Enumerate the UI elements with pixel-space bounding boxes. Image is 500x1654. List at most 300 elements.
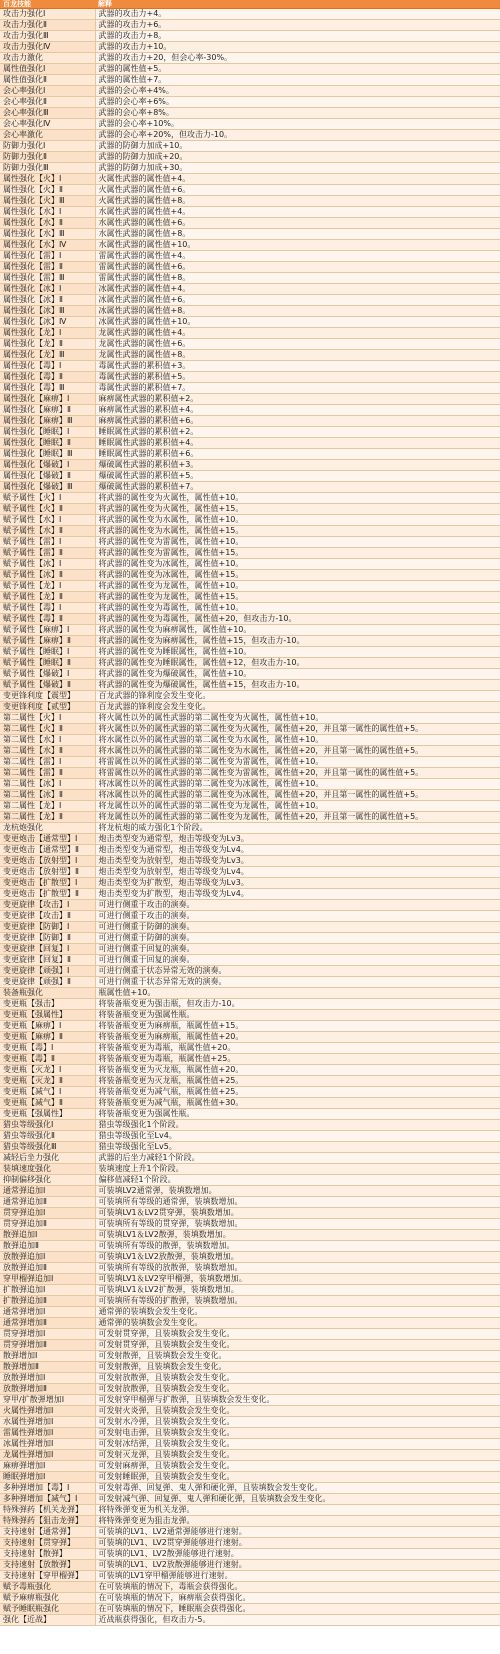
- skill-description-cell: 武器的属性值+7。: [95, 75, 500, 86]
- table-row: [0, 977, 500, 988]
- skill-description-cell: 可发射减气弹、回复弹、鬼人弹和硬化弹，且装填数会发生变化。: [95, 1494, 500, 1505]
- skill-name-cell: 赋予属性【雷】Ⅱ: [0, 548, 95, 559]
- skill-description-cell: 爆破属性武器的累积值+3。: [95, 460, 500, 471]
- skill-description-cell: 在可装填瓶的情况下，睡眠瓶会获得强化。: [95, 1604, 500, 1615]
- skill-description-cell: 将火属性以外的属性武器的第二属性变为火属性，属性值+10。: [95, 713, 500, 724]
- skill-description-cell: 将冰属性以外的属性武器的第二属性变为冰属性，属性值+10。: [95, 779, 500, 790]
- skill-name-cell: 属性强化【火】Ⅲ: [0, 196, 95, 207]
- skill-name-cell: 第二属性【冰】Ⅱ: [0, 790, 95, 801]
- table-row: [0, 152, 500, 163]
- table-row: [0, 1131, 500, 1142]
- skill-description-cell: 将武器的属性变为爆破属性，属性值+10。: [95, 669, 500, 680]
- skill-name-cell: 属性强化【雷】Ⅲ: [0, 273, 95, 284]
- table-row: [0, 548, 500, 559]
- table-row: [0, 482, 500, 493]
- skill-name-cell: 支持速射【穿甲榴弹】: [0, 1571, 95, 1582]
- skill-description-cell: 武器的会心率+8%。: [95, 108, 500, 119]
- table-row: [0, 1604, 500, 1615]
- table-row: [0, 163, 500, 174]
- table-row: [0, 1516, 500, 1527]
- skill-name-cell: 散弹增加Ⅰ: [0, 1351, 95, 1362]
- table-row: [0, 779, 500, 790]
- skill-description-cell: 可装填LV1＆LV2贯穿弹，装填数增加。: [95, 1208, 500, 1219]
- skill-description-cell: 水属性武器的属性值+6。: [95, 218, 500, 229]
- table-row: [0, 53, 500, 64]
- skill-name-cell: 属性强化【麻痹】Ⅰ: [0, 394, 95, 405]
- skill-name-cell: 赋予属性【龙】Ⅰ: [0, 581, 95, 592]
- skill-name-cell: 麻痹弹增加Ⅰ: [0, 1461, 95, 1472]
- skill-name-cell: 多种弹增加【毒】Ⅰ: [0, 1483, 95, 1494]
- skill-name-cell: 属性强化【水】Ⅰ: [0, 207, 95, 218]
- table-row: [0, 515, 500, 526]
- table-row: [0, 1472, 500, 1483]
- skill-description-cell: 冰属性武器的属性值+8。: [95, 306, 500, 317]
- table-row: [0, 1054, 500, 1065]
- skill-description-cell: 睡眠属性武器的累积值+2。: [95, 427, 500, 438]
- skill-name-cell: 第二属性【雷】Ⅰ: [0, 757, 95, 768]
- table-row: [0, 1461, 500, 1472]
- skill-description-cell: 武器的会心率+4%。: [95, 86, 500, 97]
- skill-description-cell: 冰属性武器的属性值+4。: [95, 284, 500, 295]
- table-row: [0, 1208, 500, 1219]
- table-row: [0, 207, 500, 218]
- table-row: [0, 1087, 500, 1098]
- skill-description-cell: 在可装填瓶的情况下，麻痹瓶会获得强化。: [95, 1593, 500, 1604]
- table-row: [0, 1406, 500, 1417]
- skill-description-cell: 将武器的属性变为麻痹属性，属性值+15，但攻击力-10。: [95, 636, 500, 647]
- skill-description-cell: 雷属性武器的属性值+6。: [95, 262, 500, 273]
- skill-description-cell: 将武器的属性变为冰属性，属性值+10。: [95, 559, 500, 570]
- skill-description-cell: 武器的防御力加成+20。: [95, 152, 500, 163]
- table-row: [0, 1340, 500, 1351]
- skill-name-cell: 变更旋律【防御】Ⅰ: [0, 922, 95, 933]
- skill-name-cell: 属性强化【爆破】Ⅲ: [0, 482, 95, 493]
- skill-description-cell: 可发射散弹，且装填数会发生变化。: [95, 1362, 500, 1373]
- skill-description-cell: 将武器的属性变为火属性，属性值+10。: [95, 493, 500, 504]
- skill-name-cell: 变更瓶【麻痹】Ⅱ: [0, 1032, 95, 1043]
- skill-description-cell: 可装填LV2通常弹，装填数增加。: [95, 1186, 500, 1197]
- table-row: [0, 1329, 500, 1340]
- skill-description-cell: 可装填所有等级的贯穿弹，装填数增加。: [95, 1219, 500, 1230]
- skill-name-cell: 赋予属性【龙】Ⅱ: [0, 592, 95, 603]
- skill-description-cell: 将武器的属性变为毒属性，属性值+20，但攻击力-10。: [95, 614, 500, 625]
- skill-description-cell: 可装填所有等级的放散弹，装填数增加。: [95, 1263, 500, 1274]
- skill-name-cell: 贯穿弹增加Ⅱ: [0, 1340, 95, 1351]
- skill-description-cell: 装填速度上升1个阶段。: [95, 1164, 500, 1175]
- skill-name-cell: 通常弹增加Ⅰ: [0, 1307, 95, 1318]
- skill-name-cell: 赋予属性【爆破】Ⅰ: [0, 669, 95, 680]
- skill-name-cell: 防御力强化Ⅰ: [0, 141, 95, 152]
- skill-description-cell: 武器的会心率+20%，但攻击力-10。: [95, 130, 500, 141]
- skill-name-cell: 变更瓶【灭龙】Ⅰ: [0, 1065, 95, 1076]
- skill-description-cell: 猎虫等级强化至Lv5。: [95, 1142, 500, 1153]
- table-row: [0, 1582, 500, 1593]
- table-row: [0, 262, 500, 273]
- table-row: [0, 339, 500, 350]
- skill-name-cell: 属性强化【火】Ⅱ: [0, 185, 95, 196]
- skill-name-cell: 变更锋利度【震型】: [0, 691, 95, 702]
- skill-description-cell: 武器的攻击力+8。: [95, 31, 500, 42]
- skill-description-cell: 将武器的属性变为麻痹属性，属性值+10。: [95, 625, 500, 636]
- skill-name-cell: 贯穿弹增加Ⅰ: [0, 1329, 95, 1340]
- table-row: [0, 1593, 500, 1604]
- skill-name-cell: 属性强化【睡眠】Ⅲ: [0, 449, 95, 460]
- skill-name-cell: 第二属性【水】Ⅰ: [0, 735, 95, 746]
- skill-description-cell: 将武器的属性变为水属性，属性值+15。: [95, 526, 500, 537]
- skill-description-cell: 将武器的属性变为龙属性，属性值+10。: [95, 581, 500, 592]
- table-row: [0, 1483, 500, 1494]
- skill-name-cell: 变更瓶【毒】Ⅱ: [0, 1054, 95, 1065]
- skill-description-cell: 将武器的属性变为龙属性，属性值+15。: [95, 592, 500, 603]
- table-row: [0, 834, 500, 845]
- skill-description-cell: 可发射毒弹、回复弹、鬼人弹和硬化弹，且装填数会发生变化。: [95, 1483, 500, 1494]
- skill-description-cell: 麻痹属性武器的累积值+4。: [95, 405, 500, 416]
- table-row: [0, 1109, 500, 1120]
- skill-description-cell: 水属性武器的属性值+4。: [95, 207, 500, 218]
- table-row: [0, 1527, 500, 1538]
- skill-description-cell: 猎虫等级强化至Lv4。: [95, 1131, 500, 1142]
- skill-name-cell: 防御力强化Ⅲ: [0, 163, 95, 174]
- skill-name-cell: 属性强化【雷】Ⅰ: [0, 251, 95, 262]
- skill-description-cell: 麻痹属性武器的累积值+6。: [95, 416, 500, 427]
- table-row: [0, 856, 500, 867]
- table-row: [0, 1186, 500, 1197]
- skill-description-cell: 将龙属性以外的属性武器的第二属性变为龙属性，属性值+20，并且第一属性的属性值+5。: [95, 812, 500, 823]
- table-row: [0, 1351, 500, 1362]
- table-row: [0, 20, 500, 31]
- table-row: [0, 845, 500, 856]
- skill-description-cell: 可装填所有等级的扩散弹，装填数增加。: [95, 1296, 500, 1307]
- skill-description-cell: 将装备瓶变更为麻痹瓶，瓶属性值+20。: [95, 1032, 500, 1043]
- skill-description-cell: 武器的攻击力+6。: [95, 20, 500, 31]
- skill-name-cell: 火属性弹增加Ⅰ: [0, 1406, 95, 1417]
- skill-name-cell: 属性强化【龙】Ⅰ: [0, 328, 95, 339]
- skill-name-cell: 变更瓶【减气】Ⅱ: [0, 1098, 95, 1109]
- skill-description-cell: 可装填LV1＆LV2扩散弹，装填数增加。: [95, 1285, 500, 1296]
- table-row: [0, 724, 500, 735]
- table-row: [0, 867, 500, 878]
- table-row: [0, 86, 500, 97]
- skill-name-cell: 减轻后坐力强化: [0, 1153, 95, 1164]
- table-row: [0, 1428, 500, 1439]
- skill-name-cell: 属性强化【水】Ⅱ: [0, 218, 95, 229]
- skill-name-cell: 散弹追加Ⅰ: [0, 1230, 95, 1241]
- skill-description-cell: 可装填LV1＆LV2放散弹，装填数增加。: [95, 1252, 500, 1263]
- skill-name-cell: 支持速射【散弹】: [0, 1549, 95, 1560]
- skill-description-cell: 将雷属性以外的属性武器的第二属性变为雷属性，属性值+20，并且第一属性的属性值+5。: [95, 768, 500, 779]
- skill-name-cell: 属性强化【麻痹】Ⅱ: [0, 405, 95, 416]
- table-row: [0, 592, 500, 603]
- table-row: [0, 284, 500, 295]
- skill-name-cell: 支持速射【放散弹】: [0, 1560, 95, 1571]
- skill-name-cell: 会心率强化Ⅰ: [0, 86, 95, 97]
- skill-description-cell: 炮击类型变为通常型，炮击等级变为Lv3。: [95, 834, 500, 845]
- skill-description-cell: 将冰属性以外的属性武器的第二属性变为冰属性，属性值+20，并且第一属性的属性值+5。: [95, 790, 500, 801]
- skill-name-cell: 赋予属性【冰】Ⅰ: [0, 559, 95, 570]
- skill-name-cell: 赋予属性【毒】Ⅰ: [0, 603, 95, 614]
- skill-name-cell: 装备瓶强化: [0, 988, 95, 999]
- skill-description-cell: 可装填所有等级的通常弹，装填数增加。: [95, 1197, 500, 1208]
- table-row: [0, 713, 500, 724]
- skill-name-cell: 属性强化【爆破】Ⅰ: [0, 460, 95, 471]
- skill-description-cell: 武器的会心率+6%。: [95, 97, 500, 108]
- skill-description-cell: 可发射冰结弹，且装填数会发生变化。: [95, 1439, 500, 1450]
- table-row: [0, 471, 500, 482]
- table-row: [0, 251, 500, 262]
- skill-name-cell: 穿甲/扩散弹增加Ⅰ: [0, 1395, 95, 1406]
- skill-name-cell: 赋予麻痹瓶强化: [0, 1593, 95, 1604]
- skill-name-cell: 属性值强化Ⅱ: [0, 75, 95, 86]
- skill-description-cell: 将武器的属性变为毒属性，属性值+10。: [95, 603, 500, 614]
- skill-description-cell: 将武器的属性变为冰属性，属性值+15。: [95, 570, 500, 581]
- table-row: [0, 1538, 500, 1549]
- skill-description-cell: 雷属性武器的属性值+8。: [95, 273, 500, 284]
- skill-name-cell: 放散弹追加Ⅰ: [0, 1252, 95, 1263]
- skill-name-cell: 猎虫等级强化Ⅱ: [0, 1131, 95, 1142]
- skill-description-cell: 爆破属性武器的累积值+5。: [95, 471, 500, 482]
- skill-name-cell: 赋予属性【麻痹】Ⅱ: [0, 636, 95, 647]
- header-description: 解释: [95, 0, 500, 9]
- skill-name-cell: 第二属性【火】Ⅱ: [0, 724, 95, 735]
- skill-description-cell: 将龙杭炮的威力强化1个阶段。: [95, 823, 500, 834]
- skill-description-cell: 可进行侧重于攻击的演奏。: [95, 911, 500, 922]
- skill-description-cell: 可发射贯穿弹，且装填数会发生变化。: [95, 1340, 500, 1351]
- table-row: [0, 1164, 500, 1175]
- skill-name-cell: 变更旋律【回复】Ⅱ: [0, 955, 95, 966]
- skill-name-cell: 赋予属性【水】Ⅰ: [0, 515, 95, 526]
- skill-name-cell: 属性强化【火】Ⅰ: [0, 174, 95, 185]
- skill-description-cell: 将装备瓶变更为毒瓶，瓶属性值+20。: [95, 1043, 500, 1054]
- skill-name-cell: 属性强化【龙】Ⅱ: [0, 339, 95, 350]
- table-row: [0, 295, 500, 306]
- skill-description-cell: 将装备瓶变更为灭龙瓶，瓶属性值+20。: [95, 1065, 500, 1076]
- skill-name-cell: 变更炮击【通常型】Ⅰ: [0, 834, 95, 845]
- table-row: [0, 900, 500, 911]
- table-row: [0, 372, 500, 383]
- skill-name-cell: 贯穿弹追加Ⅱ: [0, 1219, 95, 1230]
- table-row: [0, 405, 500, 416]
- skill-name-cell: 属性强化【冰】Ⅰ: [0, 284, 95, 295]
- table-row: [0, 1032, 500, 1043]
- skill-name-cell: 会心率强化Ⅲ: [0, 108, 95, 119]
- skill-description-cell: 将水属性以外的属性武器的第二属性变为水属性，属性值+10。: [95, 735, 500, 746]
- skill-name-cell: 变更瓶【强属性】: [0, 1010, 95, 1021]
- table-row: [0, 1219, 500, 1230]
- skill-name-cell: 猎虫等级强化Ⅰ: [0, 1120, 95, 1131]
- skill-description-cell: 将装备瓶变更为强击瓶，但攻击力-10。: [95, 999, 500, 1010]
- skill-name-cell: 装填速度强化: [0, 1164, 95, 1175]
- skill-name-cell: 攻击力强化Ⅳ: [0, 42, 95, 53]
- table-row: [0, 1285, 500, 1296]
- skill-description-cell: 可发射穿甲榴弹与扩散弹，且装填数会发生变化。: [95, 1395, 500, 1406]
- table-row: [0, 1142, 500, 1153]
- skill-description-cell: 瓶属性值+10。: [95, 988, 500, 999]
- table-row: [0, 1307, 500, 1318]
- table-row: [0, 1384, 500, 1395]
- skill-name-cell: 属性强化【麻痹】Ⅲ: [0, 416, 95, 427]
- table-row: [0, 1615, 500, 1626]
- skill-description-cell: 通常弹的装填数会发生变化。: [95, 1318, 500, 1329]
- skill-description-cell: 龙属性武器的属性值+6。: [95, 339, 500, 350]
- skill-name-cell: 属性强化【水】Ⅲ: [0, 229, 95, 240]
- table-row: [0, 229, 500, 240]
- table-row: [0, 1373, 500, 1384]
- table-row: [0, 1197, 500, 1208]
- skill-description-cell: 可发射放散弹，且装填数会发生变化。: [95, 1373, 500, 1384]
- table-row: [0, 196, 500, 207]
- skill-name-cell: 属性强化【冰】Ⅱ: [0, 295, 95, 306]
- skill-description-cell: 猎虫等级强化1个阶段。: [95, 1120, 500, 1131]
- skill-description-cell: 将武器的属性变为雷属性，属性值+15。: [95, 548, 500, 559]
- skill-description-cell: 可进行侧重于防御的演奏。: [95, 933, 500, 944]
- table-row: [0, 955, 500, 966]
- skill-description-cell: 百龙武器的锋利度会发生变化。: [95, 702, 500, 713]
- skill-description-cell: 可进行侧重于防御的演奏。: [95, 922, 500, 933]
- table-row: [0, 317, 500, 328]
- table-row: [0, 658, 500, 669]
- skill-name-cell: 放散弹增加Ⅰ: [0, 1373, 95, 1384]
- skill-name-cell: 变更瓶【麻痹】Ⅰ: [0, 1021, 95, 1032]
- skill-description-cell: 将装备瓶变更为强属性瓶。: [95, 1109, 500, 1120]
- skill-description-cell: 将特殊弹变更为机关龙弹。: [95, 1505, 500, 1516]
- table-row: [0, 581, 500, 592]
- skill-name-cell: 散弹增加Ⅱ: [0, 1362, 95, 1373]
- table-row: [0, 823, 500, 834]
- table-header-row: [0, 0, 500, 9]
- skill-name-cell: 属性强化【爆破】Ⅱ: [0, 471, 95, 482]
- table-row: [0, 1175, 500, 1186]
- skill-name-cell: 龙杭炮强化: [0, 823, 95, 834]
- skill-description-cell: 可装填的LV1穿甲榴弹能够进行速射。: [95, 1571, 500, 1582]
- table-row: [0, 1010, 500, 1021]
- skill-name-cell: 第二属性【雷】Ⅱ: [0, 768, 95, 779]
- skill-name-cell: 特殊弹药【狙击龙弹】: [0, 1516, 95, 1527]
- table-row: [0, 31, 500, 42]
- skill-description-cell: 武器的防御力加成+30。: [95, 163, 500, 174]
- skill-description-cell: 可装填的LV1、LV2放散弹能够进行速射。: [95, 1560, 500, 1571]
- skill-name-cell: 第二属性【火】Ⅰ: [0, 713, 95, 724]
- table-row: [0, 174, 500, 185]
- skill-description-cell: 可装填的LV1、LV2贯穿弹能够进行速射。: [95, 1538, 500, 1549]
- skill-description-cell: 将水属性以外的属性武器的第二属性变为水属性，属性值+20，并且第一属性的属性值+5。: [95, 746, 500, 757]
- skill-name-cell: 属性强化【龙】Ⅲ: [0, 350, 95, 361]
- skill-description-cell: 炮击类型变为扩散型，炮击等级变为Lv4。: [95, 889, 500, 900]
- skill-description-cell: 将装备瓶变更为强属性瓶。: [95, 1010, 500, 1021]
- table-row: [0, 680, 500, 691]
- table-row: [0, 1274, 500, 1285]
- table-row: [0, 812, 500, 823]
- skill-description-cell: 武器的属性值+5。: [95, 64, 500, 75]
- skill-name-cell: 赋予属性【冰】Ⅱ: [0, 570, 95, 581]
- table-row: [0, 636, 500, 647]
- skill-description-cell: 将装备瓶变更为灭龙瓶，瓶属性值+25。: [95, 1076, 500, 1087]
- skill-name-cell: 属性强化【睡眠】Ⅱ: [0, 438, 95, 449]
- skill-name-cell: 属性强化【冰】Ⅳ: [0, 317, 95, 328]
- skill-description-cell: 在可装填瓶的情况下，毒瓶会获得强化。: [95, 1582, 500, 1593]
- table-row: [0, 999, 500, 1010]
- skill-description-cell: 武器的后坐力减轻1个阶段。: [95, 1153, 500, 1164]
- skill-description-cell: 冰属性武器的属性值+10。: [95, 317, 500, 328]
- skill-name-cell: 属性强化【水】Ⅳ: [0, 240, 95, 251]
- table-row: [0, 1230, 500, 1241]
- table-row: [0, 185, 500, 196]
- table-row: [0, 878, 500, 889]
- skill-name-cell: 第二属性【龙】Ⅱ: [0, 812, 95, 823]
- skill-name-cell: 通常弹增加Ⅱ: [0, 1318, 95, 1329]
- table-row: [0, 108, 500, 119]
- skill-description-cell: 将武器的属性变为爆破属性，属性值+15，但攻击力-10。: [95, 680, 500, 691]
- table-row: [0, 1252, 500, 1263]
- table-row: [0, 1450, 500, 1461]
- table-row: [0, 757, 500, 768]
- skill-name-cell: 第二属性【水】Ⅱ: [0, 746, 95, 757]
- skill-description-cell: 麻痹属性武器的累积值+2。: [95, 394, 500, 405]
- skill-name-cell: 变更瓶【毒】Ⅰ: [0, 1043, 95, 1054]
- skill-name-cell: 防御力强化Ⅱ: [0, 152, 95, 163]
- skill-name-cell: 变更瓶【减气】Ⅰ: [0, 1087, 95, 1098]
- table-row: [0, 97, 500, 108]
- table-row: [0, 559, 500, 570]
- table-row: [0, 1571, 500, 1582]
- table-row: [0, 75, 500, 86]
- skill-description-cell: 可发射电击弹，且装填数会发生变化。: [95, 1428, 500, 1439]
- skill-name-cell: 攻击力强化Ⅱ: [0, 20, 95, 31]
- table-row: [0, 1494, 500, 1505]
- skill-description-cell: 可发射麻痹弹，且装填数会发生变化。: [95, 1461, 500, 1472]
- skill-description-cell: 冰属性武器的属性值+6。: [95, 295, 500, 306]
- table-row: [0, 1263, 500, 1274]
- table-row: [0, 1120, 500, 1131]
- skill-description-cell: 将武器的属性变为水属性，属性值+10。: [95, 515, 500, 526]
- skill-description-cell: 雷属性武器的属性值+4。: [95, 251, 500, 262]
- table-row: [0, 119, 500, 130]
- skill-name-cell: 变更旋律【攻击】Ⅱ: [0, 911, 95, 922]
- skill-description-cell: 炮击类型变为放射型，炮击等级变为Lv3。: [95, 856, 500, 867]
- skill-description-cell: 可装填LV1＆LV2穿甲榴弹，装填数增加。: [95, 1274, 500, 1285]
- table-row: [0, 614, 500, 625]
- skill-name-cell: 穿甲榴弹追加Ⅰ: [0, 1274, 95, 1285]
- skill-description-cell: 将火属性以外的属性武器的第二属性变为火属性，属性值+20，并且第一属性的属性值+5。: [95, 724, 500, 735]
- skill-name-cell: 属性强化【雷】Ⅱ: [0, 262, 95, 273]
- skill-description-cell: 将武器的属性变为睡眠属性，属性值+12，但攻击力-10。: [95, 658, 500, 669]
- skill-name-cell: 攻击力强化Ⅲ: [0, 31, 95, 42]
- skill-description-cell: 可进行侧重于状态异常无效的演奏。: [95, 966, 500, 977]
- table-row: [0, 944, 500, 955]
- table-row: [0, 988, 500, 999]
- skill-description-cell: 龙属性武器的属性值+4。: [95, 328, 500, 339]
- skill-description-cell: 将武器的属性变为睡眠属性，属性值+10。: [95, 647, 500, 658]
- skill-name-cell: 放散弹增加Ⅱ: [0, 1384, 95, 1395]
- table-row: [0, 383, 500, 394]
- skill-description-cell: 可进行侧重于攻击的演奏。: [95, 900, 500, 911]
- skill-name-cell: 变更锋利度【贰型】: [0, 702, 95, 713]
- skill-description-cell: 火属性武器的属性值+6。: [95, 185, 500, 196]
- skill-name-cell: 特殊弹药【机关龙弹】: [0, 1505, 95, 1516]
- skill-description-cell: 可进行侧重于回复的演奏。: [95, 955, 500, 966]
- table-row: [0, 1395, 500, 1406]
- skill-name-cell: 属性强化【毒】Ⅲ: [0, 383, 95, 394]
- header-skill-name: 百龙技能: [0, 0, 95, 9]
- table-body: [0, 9, 500, 1626]
- table-row: [0, 328, 500, 339]
- skill-name-cell: 变更旋律【回复】Ⅰ: [0, 944, 95, 955]
- skill-description-cell: 可装填LV1＆LV2散弹，装填数增加。: [95, 1230, 500, 1241]
- table-row: [0, 1439, 500, 1450]
- table-row: [0, 1560, 500, 1571]
- table-row: [0, 504, 500, 515]
- table-row: [0, 603, 500, 614]
- skill-name-cell: 扩散弹追加Ⅰ: [0, 1285, 95, 1296]
